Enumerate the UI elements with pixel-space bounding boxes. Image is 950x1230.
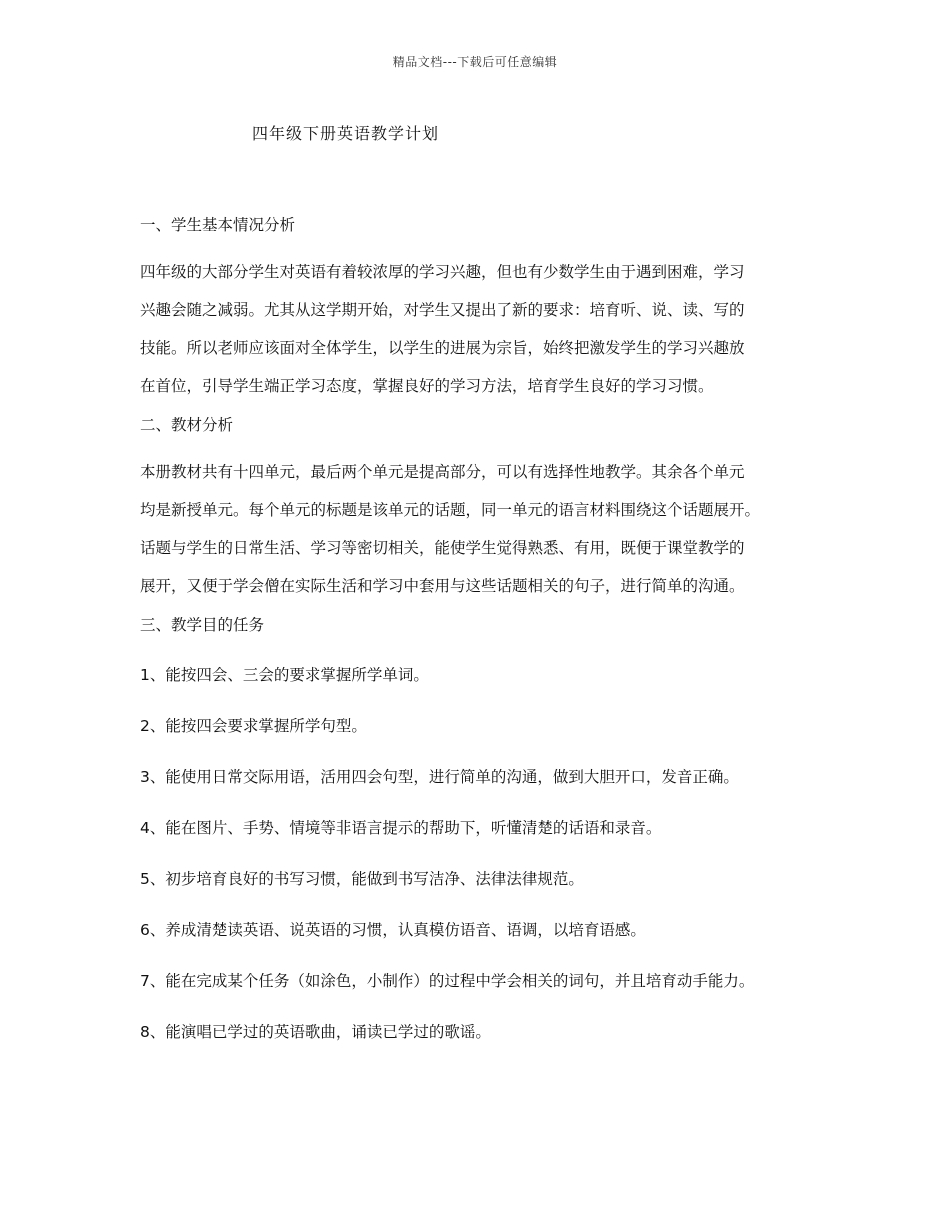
goal-list-item: 2、能按四会要求掌握所学句型。 [140, 717, 367, 735]
header-note: 精品文档---下载后可任意编辑 [392, 55, 558, 69]
paragraph-line: 本册教材共有十四单元，最后两个单元是提高部分，可以有选择性地教学。其余各个单元 [140, 463, 745, 481]
document-title: 四年级下册英语教学计划 [252, 124, 440, 143]
paragraph-line: 展开，又便于学会僧在实际生活和学习中套用与这些话题相关的句子，进行简单的沟通。 [140, 577, 745, 595]
paragraph-line: 在首位，引导学生端正学习态度，掌握良好的学习方法，培育学生良好的学习习惯。 [140, 377, 714, 395]
document-body [140, 212, 820, 1046]
goal-list-item: 7、能在完成某个任务（如涂色，小制作）的过程中学会相关的词句，并且培育动手能力。 [140, 972, 755, 990]
goal-list-item: 6、养成清楚读英语、说英语的习惯，认真模仿语音、语调，以培育语感。 [140, 921, 646, 939]
paragraph-textbook-analysis [140, 453, 820, 605]
paragraph-student-analysis [140, 253, 820, 405]
paragraph-line: 技能。所以老师应该面对全体学生，以学生的进展为宗旨，始终把激发学生的学习兴趣放 [140, 339, 745, 357]
section-heading-student-analysis: 一、学生基本情况分析 [140, 216, 296, 234]
paragraph-line: 话题与学生的日常生活、学习等密切相关，能使学生觉得熟悉、有用，既便于课堂教学的 [140, 539, 745, 557]
goal-list-item: 1、能按四会、三会的要求掌握所学单词。 [140, 666, 429, 684]
goal-list-item: 8、能演唱已学过的英语歌曲，诵读已学过的歌谣。 [140, 1023, 491, 1041]
goal-list-item: 5、初步培育良好的书写习惯，能做到书写洁净、法律法律规范。 [140, 870, 584, 888]
goal-list-item: 3、能使用日常交际用语，活用四会句型，进行简单的沟通，做到大胆开口，发音正确。 [140, 768, 739, 786]
paragraph-line: 兴趣会随之减弱。尤其从这学期开始，对学生又提出了新的要求：培育听、说、读、写的 [140, 301, 745, 319]
paragraph-line: 均是新授单元。每个单元的标题是该单元的话题，同一单元的语言材料围绕这个话题展开。 [140, 501, 761, 519]
section-heading-textbook-analysis: 二、教材分析 [140, 416, 234, 434]
paragraph-line: 四年级的大部分学生对英语有着较浓厚的学习兴趣，但也有少数学生由于遇到困难，学习 [140, 263, 745, 281]
section-heading-teaching-goals: 三、教学目的任务 [140, 616, 265, 634]
goal-list-item: 4、能在图片、手势、情境等非语言提示的帮助下，听懂清楚的话语和录音。 [140, 819, 662, 837]
